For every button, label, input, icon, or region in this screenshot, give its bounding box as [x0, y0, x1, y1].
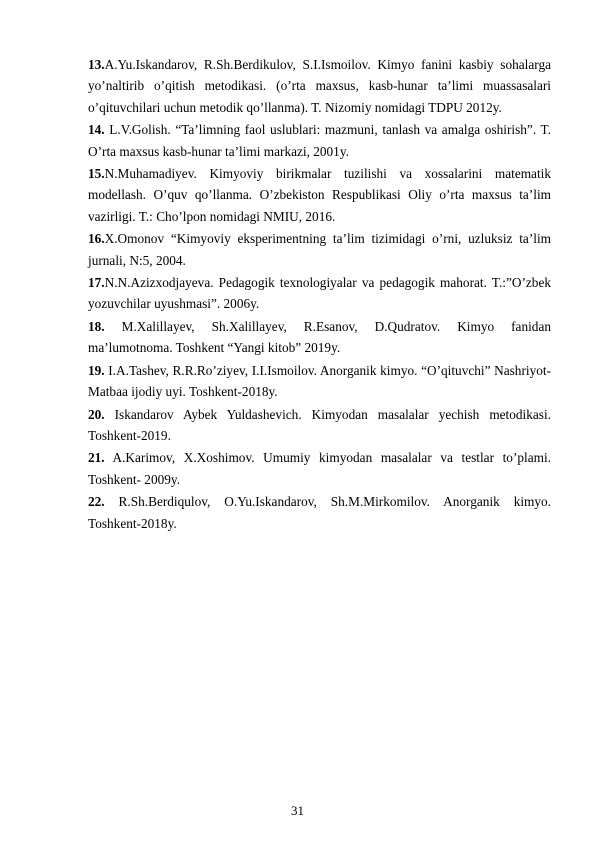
reference-text: N.Muhamadiyev. Kimyoviy birikmalar tuzilishi va xossalarini matematik modellash. O’quv qo’llanma. O’zbekiston Respublikasi Oliy o’rta maxsus ta’lim vazirligi. T.: Cho’lpon nomidagi NMIU, 2016. [88, 166, 551, 224]
reference-item [88, 316, 551, 359]
reference-number: 17. [88, 275, 105, 291]
reference-number: 19. [88, 362, 105, 378]
reference-number: 20. [88, 406, 105, 422]
reference-item [88, 54, 551, 118]
page-number: 31 [291, 803, 304, 818]
reference-item [88, 272, 551, 315]
reference-item [88, 360, 551, 403]
reference-item [88, 404, 551, 447]
reference-item [88, 119, 551, 162]
reference-number: 21. [88, 450, 105, 466]
reference-number: 22. [88, 494, 105, 510]
reference-number: 14. [88, 122, 105, 138]
reference-number: 15. [88, 166, 105, 182]
reference-list [88, 54, 551, 535]
reference-text: A.Karimov, X.Xoshimov. Umumiy kimyodan masalalar va testlar to’plami. Toshkent- 2009y. [88, 450, 551, 487]
reference-text: A.Yu.Iskandarov, R.Sh.Berdikulov, S.I.Ismoilov. Kimyo fanini kasbiy sohalarga yo’naltirib o’qitish metodikasi. (o’rta maxsus, kasb-hunar ta’limi muassasalari o’qituvchilari uchun metodik qo’llanma). T. Nizomiy nomidagi TDPU 2012y. [88, 57, 551, 115]
reference-item [88, 163, 551, 227]
reference-text: M.Xalillayev, Sh.Xalillayev, R.Esanov, D.Qudratov. Kimyo fanidan ma’lumotnoma. Toshkent “Yangi kitob” 2019y. [88, 318, 551, 356]
reference-item [88, 228, 551, 271]
reference-text: I.A.Tashev, R.R.Ro’ziyev, I.I.Ismoilov. Anorganik kimyo. “O’qituvchi” Nashriyot-Matbaa ijodiy uyi. Toshkent-2018y. [88, 362, 551, 400]
reference-text: X.Omonov “Kimyoviy eksperimentning ta’lim tizimidagi o’rni, uzluksiz ta’lim jurnali, N:5, 2004. [88, 231, 551, 268]
reference-text: N.N.Azizxodjayeva. Pedagogik texnologiyalar va pedagogik mahorat. T.:”O’zbek yozuvchilar uyushmasi”. 2006y. [88, 275, 551, 312]
reference-item [88, 491, 551, 534]
reference-text: Iskandarov Aybek Yuldashevich. Kimyodan masalalar yechish metodikasi. Toshkent-2019. [88, 406, 551, 443]
reference-number: 18. [88, 318, 105, 334]
reference-number: 13. [88, 57, 105, 72]
reference-item [88, 447, 551, 490]
reference-text: L.V.Golish. “Ta’limning faol uslublari: mazmuni, tanlash va amalga oshirish”. T. O’rta maxsus kasb-hunar ta’limi markazi, 2001y. [88, 122, 551, 159]
reference-text: R.Sh.Berdiqulov, O.Yu.Iskandarov, Sh.M.Mirkomilov. Anorganik kimyo. Toshkent-2018y. [88, 494, 551, 531]
reference-number: 16. [88, 231, 105, 247]
